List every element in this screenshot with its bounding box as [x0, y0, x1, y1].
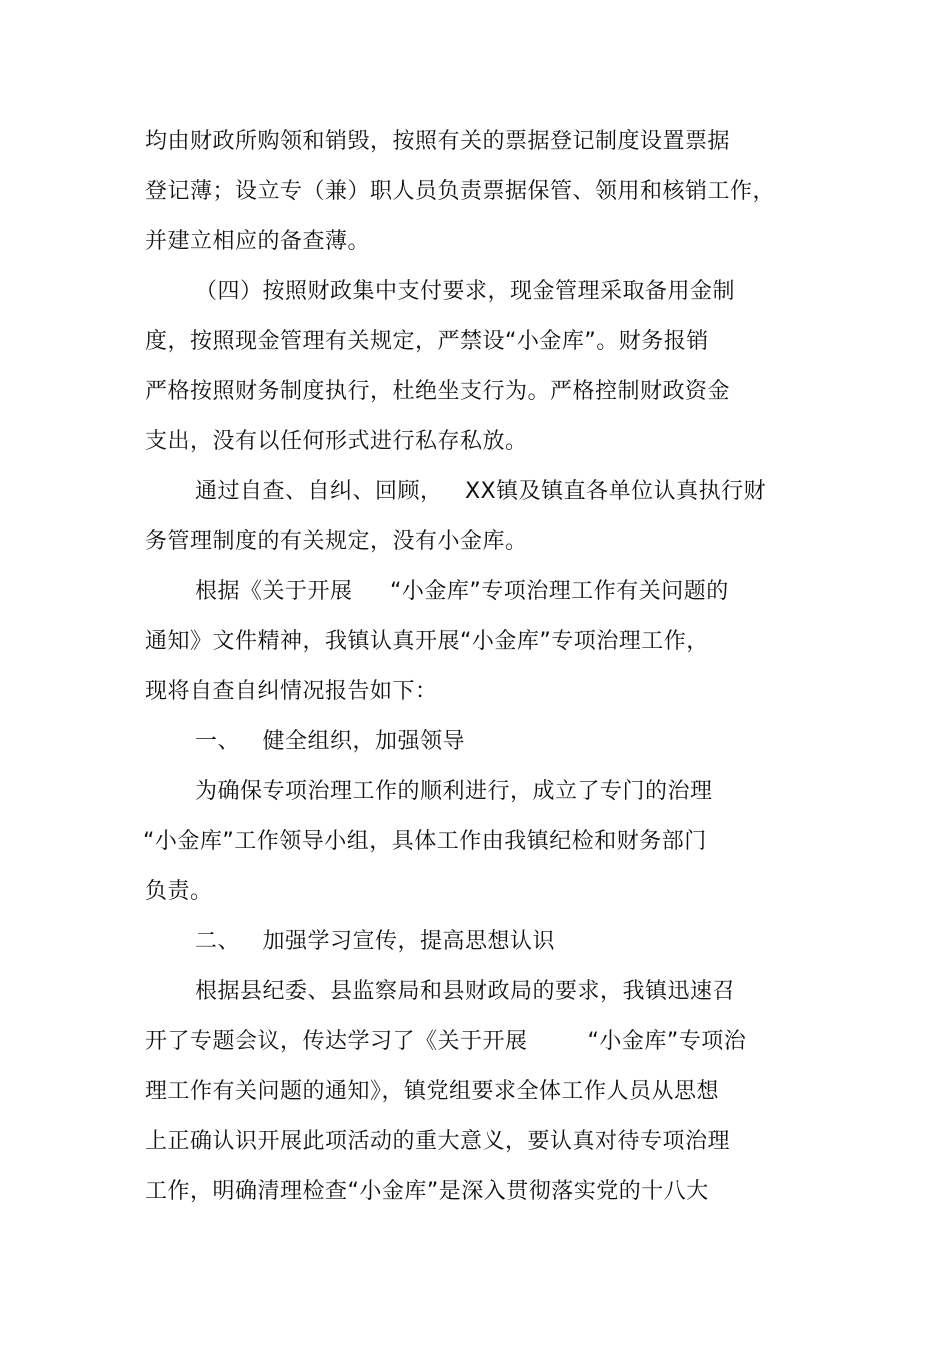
text-line: 现将自查自纠情况报告如下： — [145, 679, 438, 704]
text-line: 根据《关于开展 “小金库”专项治理工作有关问题的 — [195, 579, 729, 604]
text-line: 均由财政所购领和销毁，按照有关的票据登记制度设置票据 — [145, 129, 731, 154]
text-line: 通过自查、自纠、回顾， XX镇及镇直各单位认真执行财 — [195, 479, 767, 504]
text-line: 负责。 — [145, 879, 213, 904]
text-line: 通知》文件精神，我镇认真开展“小金库”专项治理工作， — [145, 629, 709, 654]
text-line: 开了专题会议，传达学习了《关于开展 “小金库”专项治 — [145, 1029, 747, 1054]
text-line: 为确保专项治理工作的顺利进行，成立了专门的治理 — [195, 779, 713, 804]
text-line: 度，按照现金管理有关规定，严禁设“小金库”。财务报销 — [145, 329, 709, 354]
text-line: 理工作有关问题的通知》，镇党组要求全体工作人员从思想 — [145, 1079, 720, 1104]
text-line: 登记薄；设立专（兼）职人员负责票据保管、领用和核销工作， — [145, 179, 776, 204]
text-line: 务管理制度的有关规定，没有小金库。 — [145, 529, 528, 554]
text-line: “小金库”工作领导小组，具体工作由我镇纪检和财务部门 — [143, 829, 707, 854]
text-line: 支出，没有以任何形式进行私存私放。 — [145, 429, 528, 454]
text-line: （四）按照财政集中支付要求，现金管理采取备用金制 — [195, 279, 736, 304]
text-line: 并建立相应的备查薄。 — [145, 229, 371, 254]
text-line: 根据县纪委、县监察局和县财政局的要求，我镇迅速召 — [195, 979, 736, 1004]
text-line: 工作，明确清理检查“小金库”是深入贯彻落实党的十八大 — [145, 1179, 709, 1204]
section-heading: 二、 加强学习宣传，提高思想认识 — [195, 929, 555, 954]
text-line: 严格按照财务制度执行，杜绝坐支行为。严格控制财政资金 — [145, 379, 731, 404]
section-heading: 一、 健全组织，加强领导 — [195, 729, 465, 754]
text-line: 上正确认识开展此项活动的重大意义，要认真对待专项治理 — [145, 1129, 731, 1154]
